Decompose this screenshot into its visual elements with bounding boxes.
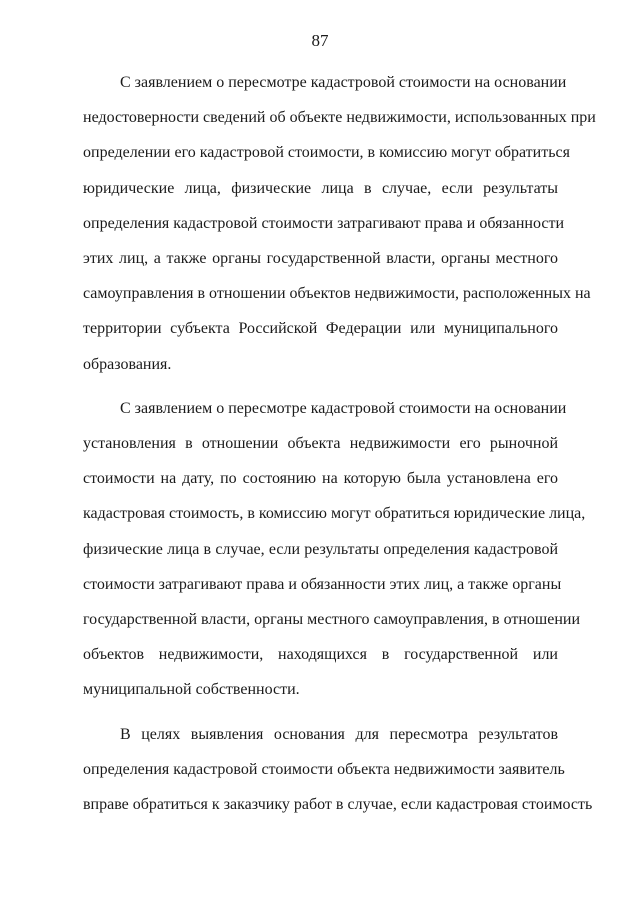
text-line: В целях выявления основания для пересмотра результатов [120,725,558,743]
text-line: юридические лица, физические лица в случае, если результаты [83,179,558,197]
text-line: объектов недвижимости, находящихся в государственной или [83,646,558,664]
text-line: территории субъекта Российской Федерации или муниципального [83,320,558,338]
text-line: этих лиц, а также органы государственной власти, органы местного [83,250,558,268]
text-line: С заявлением о пересмотре кадастровой стоимости на основании [120,74,567,91]
text-line: стоимости на дату, по состоянию на которую была установлена его [83,470,558,488]
text-line: кадастровая стоимость, в комиссию могут обратиться юридические лица, [83,505,586,523]
text-line: вправе обратиться к заказчику работ в случае, если кадастровая стоимость [83,796,593,814]
text-line: стоимости затрагивают права и обязанности этих лиц, а также органы [83,575,562,593]
text-line: самоуправления в отношении объектов недвижимости, расположенных на [83,285,591,303]
text-line: определении его кадастровой стоимости, в комиссию могут обратиться [83,144,570,162]
text-line: государственной власти, органы местного самоуправления, в отношении [83,611,581,629]
text-line: физические лица в случае, если результаты определения кадастровой [83,540,558,558]
document-body [83,65,596,822]
paragraph-2 [83,391,586,708]
text-line: определения кадастровой стоимости объекта недвижимости заявитель [83,760,565,778]
text-line: недостоверности сведений об объекте недвижимости, использованных при [83,109,596,127]
text-line: определения кадастровой стоимости затрагивают права и обязанности [83,214,565,232]
paragraph-1 [83,65,596,382]
text-line: С заявлением о пересмотре кадастровой стоимости на основании [120,399,567,417]
text-line: образования. [83,355,172,373]
paragraph-3 [83,717,593,823]
text-line: муниципальной собственности. [83,681,300,699]
page-number: 87 [311,31,329,50]
text-line: установления в отношении объекта недвижимости его рыночной [83,435,558,453]
